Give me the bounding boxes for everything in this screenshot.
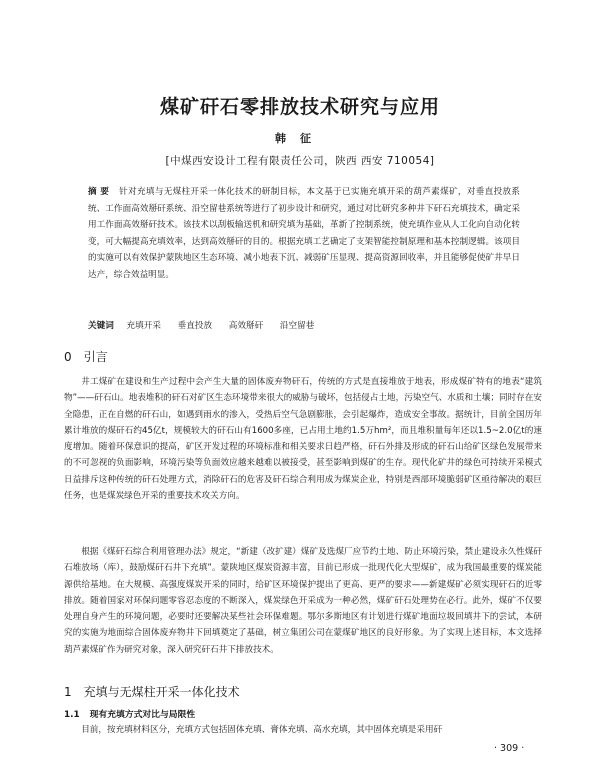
- abstract-label: 摘 要: [88, 187, 110, 197]
- subsection-number: 1.1: [64, 710, 80, 720]
- abstract: [88, 184, 520, 283]
- abstract-text: 针对充填与无煤柱开采一体化技术的研制目标，本文基于已实施充填开采的葫芦素煤矿，对垂直投放系统、工作面高效掰矸系统、沿空留巷系统等进行了初步设计和研究，通过对比研究多种井下矸石充填技术，确定采用工作面高效掰矸技术。该技术以刮板输送机和研究填为基础，革新了控制系统，使充填作业从人工化向自动化转变，可大幅提高充填效率，达到高效掰矸的目的。根据充填工艺确定了支架智能控制原理和基本控制逻辑。该项目的实施可以有效保护蒙陕地区生态环境、减小地表下沉、减弱矿压显现、提高资源回收率，并且能够促使矿井早日达产，综合效益明显。: [88, 187, 520, 280]
- paper-title: 煤矿矸石零排放技术研究与应用: [159, 96, 440, 118]
- author-name: 韩征: [275, 132, 325, 145]
- section-heading-introduction: [64, 348, 108, 365]
- body-paragraph: 目前，按充填材料区分，充填方式包括固体充填、膏体充填、高水充填，其中固体充填是采用矸: [81, 725, 443, 735]
- subsection-heading-1-1: [64, 707, 195, 720]
- keyword-item: 高效掰矸: [228, 321, 264, 331]
- keywords-label: 关键词: [88, 321, 114, 331]
- keyword-item: 垂直投放: [177, 321, 213, 331]
- keywords: [88, 318, 520, 334]
- section-number: 1: [64, 685, 72, 699]
- section-title: 充填与无煤柱开采一体化技术: [83, 685, 240, 699]
- keyword-item: 充填开采: [126, 321, 161, 331]
- author-affiliation: [中煤西安设计工程有限责任公司，陕西 西安 710054]: [165, 155, 435, 167]
- body-paragraph: 井工煤矿在建设和生产过程中会产生大量的固体废弃物矸石，传统的方式是直接堆放于地表，形成煤矿特有的地表“建筑物”——矸石山。地表堆积的矸石对矿区生态环境带来很大的威胁与破坏，包括侵占土地，污染空气、水质和土壤；同时存在安全隐患，正在自燃的矸石山，如遇到雨水的渗入，受热后空气急剧膨胀，会引起爆炸，造成安全事故。据统计，目前全国历年累计堆放的煤矸石约45亿t，规模较大的矸石山有1600多座，已占用土地约1.5万hm²，而且堆积量每年还以1.5~2.0亿t的速度增加。随着环保意识的提高，矿区开发过程的环境标准和相关要求日趋严格，矸石外排及形成的矸石山给矿区绿色发展带来的不可忽视的负面影响，环境污染等负面效应越来越难以被接受，甚至影响到煤矿的生存。现代化矿井的绿色可持续开采模式日益排斥这种传统的矸石处理方式，消除矸石的危害及矸石综合利用成为煤炭企业，特别是西部环境脆弱矿区亟待解决的艰巨任务，也是煤炭绿色开采的重要技术攻关方向。: [64, 377, 542, 502]
- page-number: · 309 ·: [494, 743, 525, 754]
- section-title: 引言: [83, 350, 108, 364]
- body-paragraph: 根据《煤矸石综合利用管理办法》规定，“新建（改扩建）煤矿及选煤厂应节约土地、防止环境污染，禁止建设永久性煤矸石堆放场（库），鼓励煤矸石井下充填”。蒙陕地区煤炭资源丰富，目前已形成一批现代化大型煤矿，成为我国最重要的煤炭能源供给基地。在大规模、高强度煤炭开采的同时，给矿区环境保护提出了更高、更严的要求——新建煤矿必须实现矸石的近零排放。随着国家对环保问题零容忍态度的不断深入，煤炭绿色开采成为一种必然，煤矿矸石处理势在必行。此外，煤矿不仅要处理自身产生的环境问题，必要时还要解决某些社会环保难题。鄂尔多斯地区有计划进行煤矿地面垃圾回填井下的尝试，本研究的实施为地面综合固体废弃物井下回填奠定了基础，树立集团公司在蒙煤矿地区的良好形象。为了实现上述目标，本文选择葫芦素煤矿作为研究对象，深入研究矸石井下排放技术。: [64, 547, 542, 655]
- section-number: 0: [64, 350, 72, 364]
- subsection-title: 现有充填方式对比与局限性: [89, 710, 196, 720]
- keyword-item: 沿空留巷: [279, 321, 315, 331]
- section-heading-1: [64, 683, 240, 700]
